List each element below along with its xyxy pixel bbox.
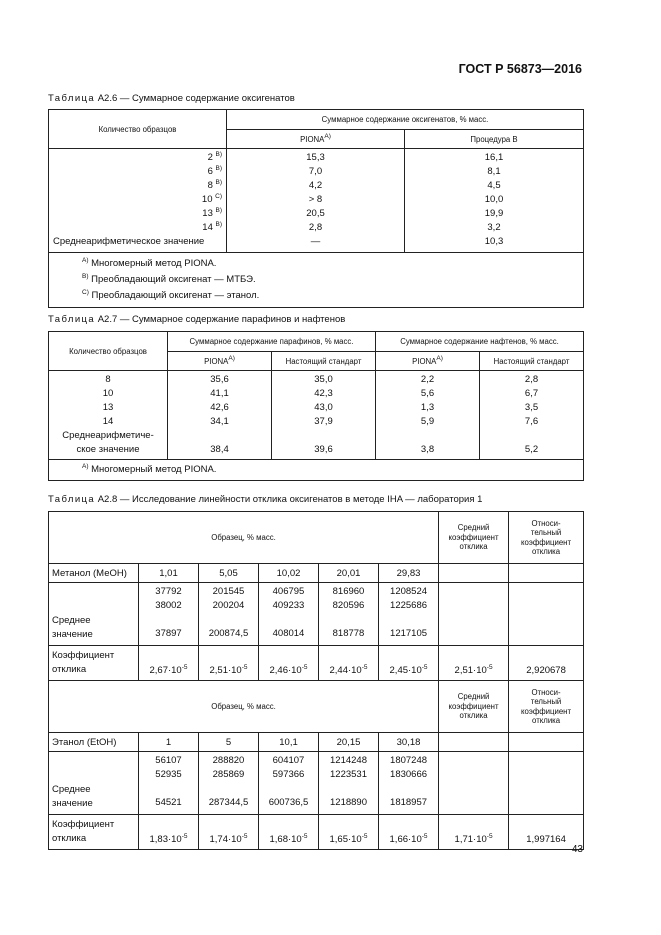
table-row: Коэффициент отклика $1,83\cdot 10^{-5}$ $1,74\cdot 10^{-5}$ $1,68\cdot 10^{-5}$ $1,65\cdot 10^{-5}$ $1,66\cdot 10^{-5}$ $1,71\cdot 10^{-5}$ 1,997164 [49,815,584,850]
table-a26-notes [49,253,584,308]
table-a28 [48,511,584,850]
coef-label: Коэффициент отклика [49,646,139,681]
paraffins-standard-column: 35,0 42,3 43,0 37,9 39,6 [272,371,376,460]
caption-label: Таблица [48,93,96,104]
col-piona: $PIONA^{А)}$ [376,352,480,371]
caption-text: А2.7 — Суммарное содержание парафинов и нафтенов [97,314,346,325]
document-id: ГОСТ Р 56873—2016 [458,62,582,76]
col-standard: Настоящий стандарт [272,352,376,371]
col-piona: $PIONA^{А)}$ [168,352,272,371]
table-row: Среднее значение 37792 38002 37897 201545 200204 200874,5 406795 409233 408014 816960 820596 818778 1208524 1225686 1217105 [49,583,584,646]
caption-label: Таблица [48,494,96,505]
rel-coef-value: 1,997164 [509,815,584,850]
page-number: 43 [571,844,583,855]
col-sample-pct: Образец, % масс. [49,512,439,564]
table-a28-caption [48,494,482,505]
table-row: Этанол (EtOH) 1 5 10,1 20,15 30,18 [49,733,584,752]
mean-label-2: ское значение [76,444,140,455]
mean-label-1: Среднеарифметиче- [62,430,154,441]
col-sample-pct: Образец, % масс. [49,681,439,733]
col-samples: Количество образцов [49,110,227,149]
naphthenes-standard-column: 2,8 6,7 3,5 7,6 5,2 [480,371,584,460]
table-row: Среднее значение 56107 52935 54521 288820 285869 287344,5 604107 597366 600736,5 1214248 1223531 1218890 1807248 1830666 1818957 [49,752,584,815]
col-rel-coef: Относи- тельный коэффициент отклика [509,512,584,564]
note-a: $^{А)}$ Многомерный метод PIONA. [82,257,217,269]
col-group-naphthenes: Суммарное содержание нафтенов, % масс. [376,332,584,352]
col-avg-coef: Средний коэффициент отклика [439,681,509,733]
mean-label: Среднее значение [49,752,139,815]
col-procedure-b: Процедура В [405,130,584,149]
col-group-oxygenates: Суммарное содержание оксигенатов, % масс. [227,110,584,130]
naphthenes-piona-column: 2,2 5,6 1,3 5,9 3,8 [376,371,480,460]
samples-column: 8 10 13 14 Среднеарифметиче- ское значение [49,371,168,460]
table-a26 [48,109,584,308]
procedure-b-column: 16,1 8,1 4,5 10,0 19,9 3,2 10,3 [405,149,584,253]
mean-label: Среднеарифметическое значение [53,236,205,247]
table-row: Коэффициент отклика $2,67\cdot 10^{-5}$ $2,51\cdot 10^{-5}$ $2,46\cdot 10^{-5}$ $2,44\cdot 10^{-5}$ $2,45\cdot 10^{-5}$ $2,51\cdot 10^{-5}$ 2,920678 [49,646,584,681]
compound-name: Этанол (EtOH) [49,733,139,752]
col-piona-label: PIONA [300,134,325,144]
paraffins-piona-column: 35,6 41,1 42,6 34,1 38,4 [168,371,272,460]
note-b: $^{В)}$ Преобладающий оксигенат — МТБЭ. [82,273,256,285]
piona-column: 15,3 7,0 4,2 > 8 20,5 2,8 — [227,149,405,253]
col-piona [227,130,405,149]
avg-coef-value: $2,51\cdot 10^{-5}$ [439,646,509,681]
col-group-paraffins: Суммарное содержание парафинов, % масс. [168,332,376,352]
compound-name: Метанол (МеОН) [49,564,139,583]
table-a26-caption [48,93,295,104]
coef-label: Коэффициент отклика [49,815,139,850]
table-row: Метанол (МеОН) 1,01 5,05 10,02 20,01 29,83 [49,564,584,583]
col-standard: Настоящий стандарт [480,352,584,371]
table-a27-note: $^{А)}$ Многомерный метод PIONA. [49,460,584,481]
col-piona-sup: А) [324,132,331,140]
caption-text: А2.8 — Исследование линейности отклика оксигенатов в методе IHA — лаборатория 1 [97,494,483,505]
mean-label: Среднее значение [49,583,139,646]
col-rel-coef: Относи- тельный коэффициент отклика [509,681,584,733]
table-a27 [48,331,584,481]
samples-column: 2 $^{В)}$ 6 $^{В)}$ 8 $^{В)}$ 10 $^{С)}$ 13 $^{В)}$ 14 $^{В)}$ Среднеарифметическое значение [49,149,227,253]
table-a27-caption [48,314,345,325]
avg-coef-value: $1,71\cdot 10^{-5}$ [439,815,509,850]
caption-text: А2.6 — Суммарное содержание оксигенатов [97,93,295,104]
col-samples: Количество образцов [49,332,168,371]
col-avg-coef: Средний коэффициент отклика [439,512,509,564]
note-c: $^{С)}$ Преобладающий оксигенат — этанол. [82,289,260,301]
caption-label: Таблица [48,314,96,325]
rel-coef-value: 2,920678 [509,646,584,681]
